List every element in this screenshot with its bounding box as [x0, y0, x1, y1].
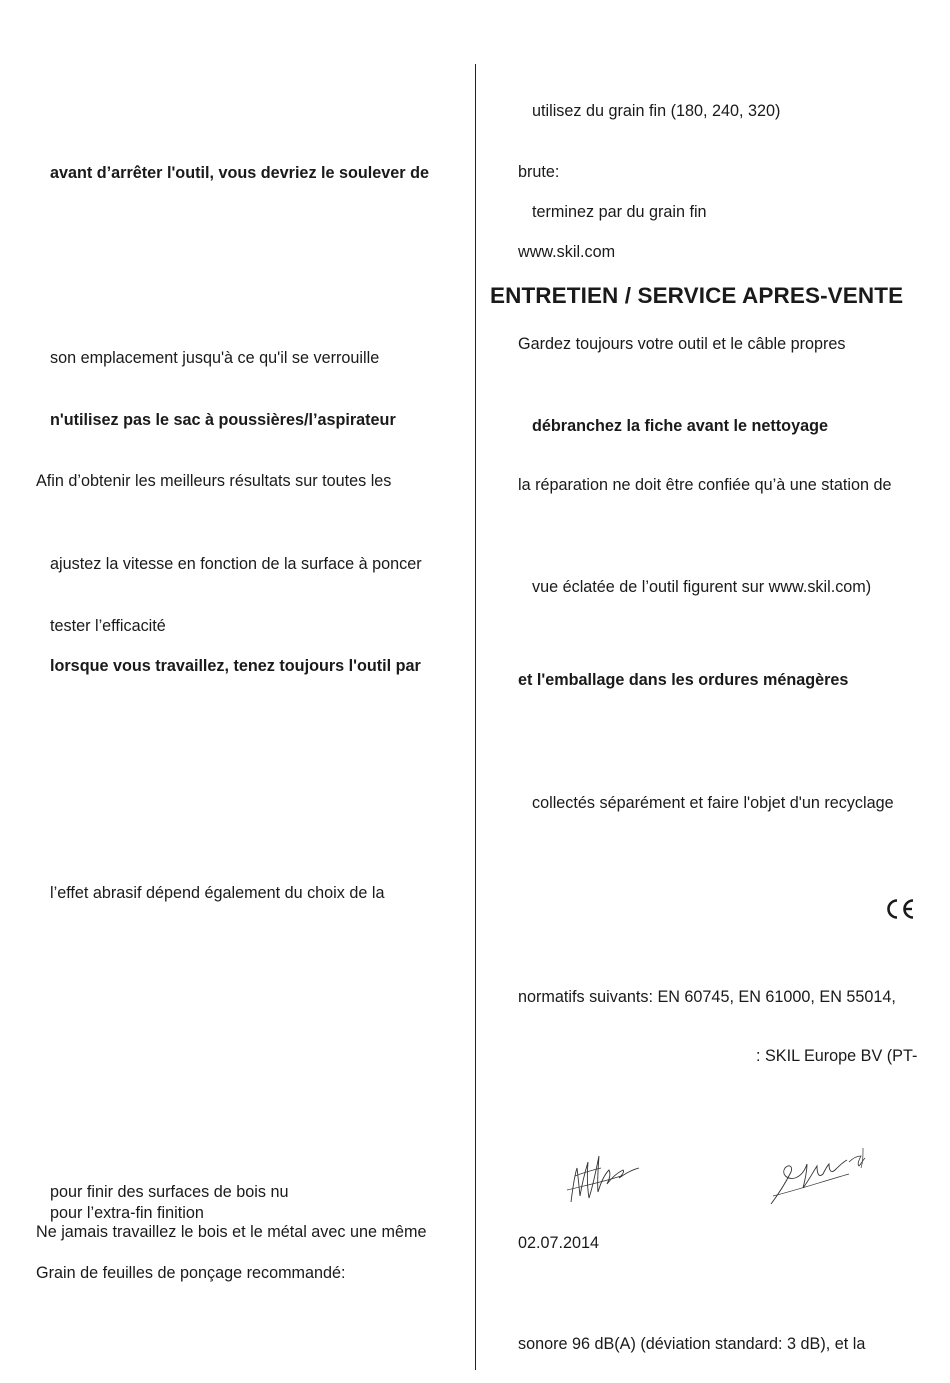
left-text-line: n'utilisez pas le sac à poussières/l’aspirateur [50, 411, 396, 429]
right-text-line: débranchez la fiche avant le nettoyage [532, 417, 828, 435]
right-text-line: la réparation ne doit être confiée qu’à une station de [518, 476, 892, 494]
left-text-line: ajustez la vitesse en fonction de la surface à poncer [50, 555, 422, 573]
right-text-line: Gardez toujours votre outil et le câble propres [518, 335, 846, 353]
right-text-line: terminez par du grain fin [532, 203, 707, 221]
website-link[interactable]: www.skil.com [518, 243, 616, 261]
signature-left [563, 1146, 643, 1206]
left-text-line: Grain de feuilles de ponçage recommandé: [36, 1264, 346, 1282]
right-text-line: brute: [518, 163, 560, 181]
right-text-line: utilisez du grain fin (180, 240, 320) [532, 102, 781, 120]
section-heading: ENTRETIEN / SERVICE APRES-VENTE [490, 283, 904, 308]
ce-mark-icon [884, 898, 916, 920]
right-text-line: et l'emballage dans les ordures ménagères [518, 671, 849, 689]
left-text-line: Ne jamais travaillez le bois et le métal avec une même [36, 1223, 427, 1241]
right-text-line: vue éclatée de l’outil figurent sur www.skil.com) [532, 578, 872, 596]
right-text-line: normatifs suivants: EN 60745, EN 61000, EN 55014, [518, 988, 896, 1006]
right-text-line: : SKIL Europe BV (PT- [756, 1047, 918, 1065]
left-text-line: l’effet abrasif dépend également du choix de la [50, 884, 385, 902]
left-text-line: son emplacement jusqu'à ce qu'il se verrouille [50, 349, 380, 367]
right-text-line: collectés séparément et faire l'objet d'un recyclage [532, 794, 894, 812]
left-text-line: tester l’efficacité [50, 617, 166, 635]
column-divider [475, 64, 476, 1370]
left-text-line: lorsque vous travaillez, tenez toujours l'outil par [50, 657, 421, 675]
signature-right [767, 1146, 867, 1206]
left-text-line: avant d’arrêter l'outil, vous devriez le soulever de [50, 164, 429, 182]
right-text-line: sonore 96 dB(A) (déviation standard: 3 dB), et la [518, 1335, 866, 1353]
left-text-line: pour l’extra-fin finition [50, 1204, 204, 1222]
left-text-line: pour finir des surfaces de bois nu [50, 1183, 289, 1201]
left-text-line: Afin d’obtenir les meilleurs résultats sur toutes les [36, 472, 392, 490]
document-date: 02.07.2014 [518, 1234, 600, 1252]
